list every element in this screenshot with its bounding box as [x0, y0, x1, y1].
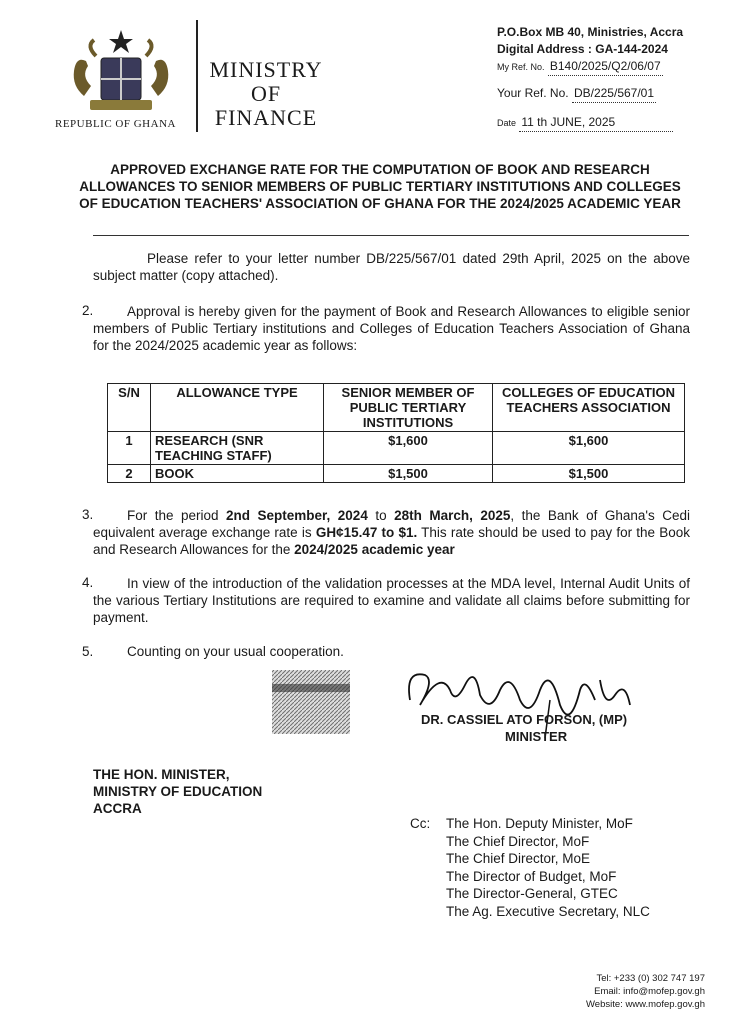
your-ref-value: DB/225/567/01 [572, 85, 656, 103]
footer-tel: Tel: +233 (0) 302 747 197 [596, 973, 705, 984]
table-cell: $1,600 [493, 432, 685, 465]
my-ref-label: My Ref. No. [497, 62, 545, 72]
ministry-name [206, 58, 326, 130]
text-run: This rate should be used to pay for the Book and Research Allowances for the [93, 525, 690, 557]
footer-email: Email: info@mofep.gov.gh [594, 986, 705, 997]
table-cell: $1,500 [493, 465, 685, 483]
header-divider [196, 20, 198, 132]
ghana-coat-of-arms-icon [66, 26, 176, 122]
ministry-line: MINISTRY [209, 57, 323, 82]
title-rule [93, 235, 689, 236]
my-ref-value: B140/2025/Q2/06/07 [548, 58, 663, 76]
addressee-line: ACCRA [93, 801, 142, 816]
footer-website: Website: www.mofep.gov.gh [586, 999, 705, 1010]
cc-label: Cc: [410, 816, 431, 831]
date-value: 11 th JUNE, 2025 [519, 114, 673, 132]
stamp-image [262, 666, 354, 738]
document-title: APPROVED EXCHANGE RATE FOR THE COMPUTATION OF BOOK AND RESEARCH ALLOWANCES TO SENIOR MEMBERS OF PUBLIC TERTIARY INSTITUTIONS AND COLLEGES OF EDUCATION TEACHERS' ASSOCIATION OF GHANA FOR THE 2024/2025 ACADEMIC YEAR [79, 162, 681, 211]
paragraph-number: 2. [82, 303, 94, 318]
table-header: S/N [108, 384, 151, 432]
table-cell: 1 [108, 432, 151, 465]
cc-item: The Ag. Executive Secretary, NLC [446, 903, 650, 919]
addressee-block [93, 766, 262, 817]
table-row [108, 465, 685, 483]
table-cell: RESEARCH (SNR TEACHING STAFF) [151, 432, 324, 465]
paragraph-5: Counting on your usual cooperation. [127, 644, 344, 659]
paragraph-number: 4. [82, 575, 94, 590]
text-run-bold: 28th March, 2025 [394, 508, 511, 523]
table-header: ALLOWANCE TYPE [151, 384, 324, 432]
allowance-table [107, 383, 685, 483]
cc-item: The Chief Director, MoF [446, 833, 590, 849]
text-run: , the Bank of Ghana's Cedi equivalent average exchange rate is [93, 508, 691, 540]
your-ref-label: Your Ref. No. [497, 86, 569, 100]
table-row [108, 432, 685, 465]
paragraph-1: Please refer to your letter number DB/225/567/01 dated 29th April, 2025 on the above subject matter (copy attached). [93, 251, 690, 283]
republic-label: REPUBLIC OF GHANA [55, 118, 176, 130]
address-line: Digital Address : GA-144-2024 [497, 42, 668, 56]
table-header: COLLEGES OF EDUCATION TEACHERS ASSOCIATION [493, 384, 685, 432]
signatory-title: MINISTER [505, 729, 568, 744]
address-line: P.O.Box MB 40, Ministries, Accra [497, 25, 684, 39]
addressee-line: MINISTRY OF EDUCATION [93, 784, 263, 799]
table-cell: $1,500 [324, 465, 493, 483]
paragraph-number: 3. [82, 507, 94, 522]
cc-item: The Director of Budget, MoF [446, 868, 617, 884]
paragraph-2: Approval is hereby given for the payment of Book and Research Allowances to eligible senior members of Public Tertiary institutions and Colleges of Education Teachers Association of Ghana for the 2024/2025 academic year as follows: [93, 304, 690, 353]
table-header: SENIOR MEMBER OF PUBLIC TERTIARY INSTITUTIONS [324, 384, 493, 432]
text-run-bold: 2nd September, 2024 [226, 508, 368, 523]
ministry-line: OF [250, 81, 282, 106]
cc-item: The Hon. Deputy Minister, MoF [446, 816, 633, 831]
paragraph-number: 5. [82, 644, 94, 659]
address-block [497, 24, 683, 58]
contact-footer [560, 972, 705, 1011]
table-cell: $1,600 [324, 432, 493, 465]
text-run-bold: 2024/2025 academic year [294, 542, 455, 557]
addressee-line: THE HON. MINISTER, [93, 767, 230, 782]
paragraph-3 [93, 507, 690, 558]
text-run: to [367, 508, 395, 523]
signatory-name: DR. CASSIEL ATO FORSON, (MP) [421, 712, 628, 727]
date-label: Date [497, 118, 517, 128]
text-run: For the period [127, 508, 227, 523]
reference-block [497, 58, 673, 138]
cc-item: The Director-General, GTEC [446, 886, 618, 901]
exchange-rate: GH¢15.47 to $1. [315, 525, 418, 540]
table-cell: 2 [108, 465, 151, 483]
table-cell: BOOK [151, 465, 324, 483]
cc-item: The Chief Director, MoE [446, 851, 591, 866]
cc-list [446, 815, 650, 920]
signature-image [400, 660, 650, 740]
table-header-row [108, 384, 685, 432]
ministry-line: FINANCE [214, 105, 318, 130]
paragraph-4: In view of the introduction of the validation processes at the MDA level, Internal Audit Units of the various Tertiary Institutions are required to examine and validate all claims before submitting for payment. [93, 576, 690, 625]
